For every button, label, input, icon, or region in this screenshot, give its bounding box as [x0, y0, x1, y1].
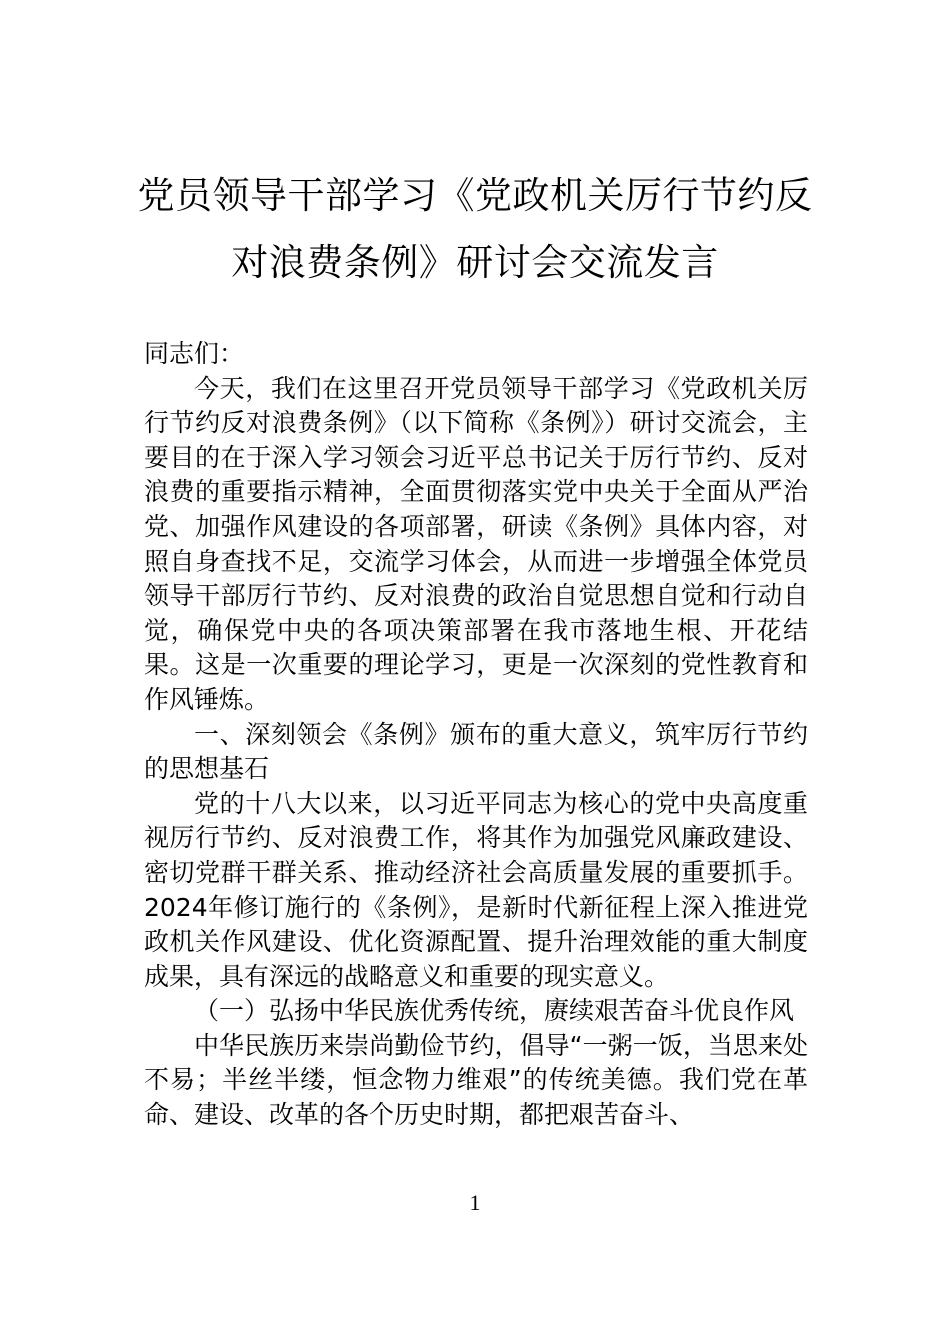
document-title-line-2: 对浪费条例》研讨会交流发言: [231, 241, 719, 284]
paragraph-section-1: 党的十八大以来，以习近平同志为核心的党中央高度重视厉行节约、反对浪费工作，将其作为加强党风廉政建设、密切党群干群关系、推动经济社会高质量发展的重要抓手。2024年修订施行的《条例》，是新时代新征程上深入推进党政机关作风建设、优化资源配置、提升治理效能的重大制度成果，具有深远的战略意义和重要的现实意义。: [144, 788, 808, 991]
page-number: 1: [469, 1190, 481, 1215]
document-body: [144, 337, 808, 1133]
salutation: 同志们：: [144, 339, 245, 368]
paragraph-subsection-1: 中华民族历来崇尚勤俭节约，倡导“一粥一饭，当思来处不易；半丝半缕，恒念物力维艰”的传统美德。我们党在革命、建设、改革的各个历史时期，都把艰苦奋斗、: [144, 1030, 808, 1130]
section-heading-1: 一、深刻领会《条例》颁布的重大意义，筑牢厉行节约的思想基石: [144, 719, 808, 784]
paragraph-intro: 今天，我们在这里召开党员领导干部学习《党政机关厉行节约反对浪费条例》（以下简称《条例》）研讨交流会，主要目的在于深入学习领会习近平总书记关于厉行节约、反对浪费的重要指示精神，全面贯彻落实党中央关于全面从严治党、加强作风建设的各项部署，研读《条例》具体内容，对照自身查找不足，交流学习体会，从而进一步增强全体党员领导干部厉行节约、反对浪费的政治自觉思想自觉和行动自觉，确保党中央的各项决策部署在我市落地生根、开花结果。这是一次重要的理论学习，更是一次深刻的党性教育和作风锤炼。: [144, 373, 808, 714]
document-title-line-1: 党员领导干部学习《党政机关厉行节约反: [137, 174, 813, 217]
subsection-heading-1: （一）弘扬中华民族优秀传统，赓续艰苦奋斗优良作风: [194, 996, 795, 1026]
